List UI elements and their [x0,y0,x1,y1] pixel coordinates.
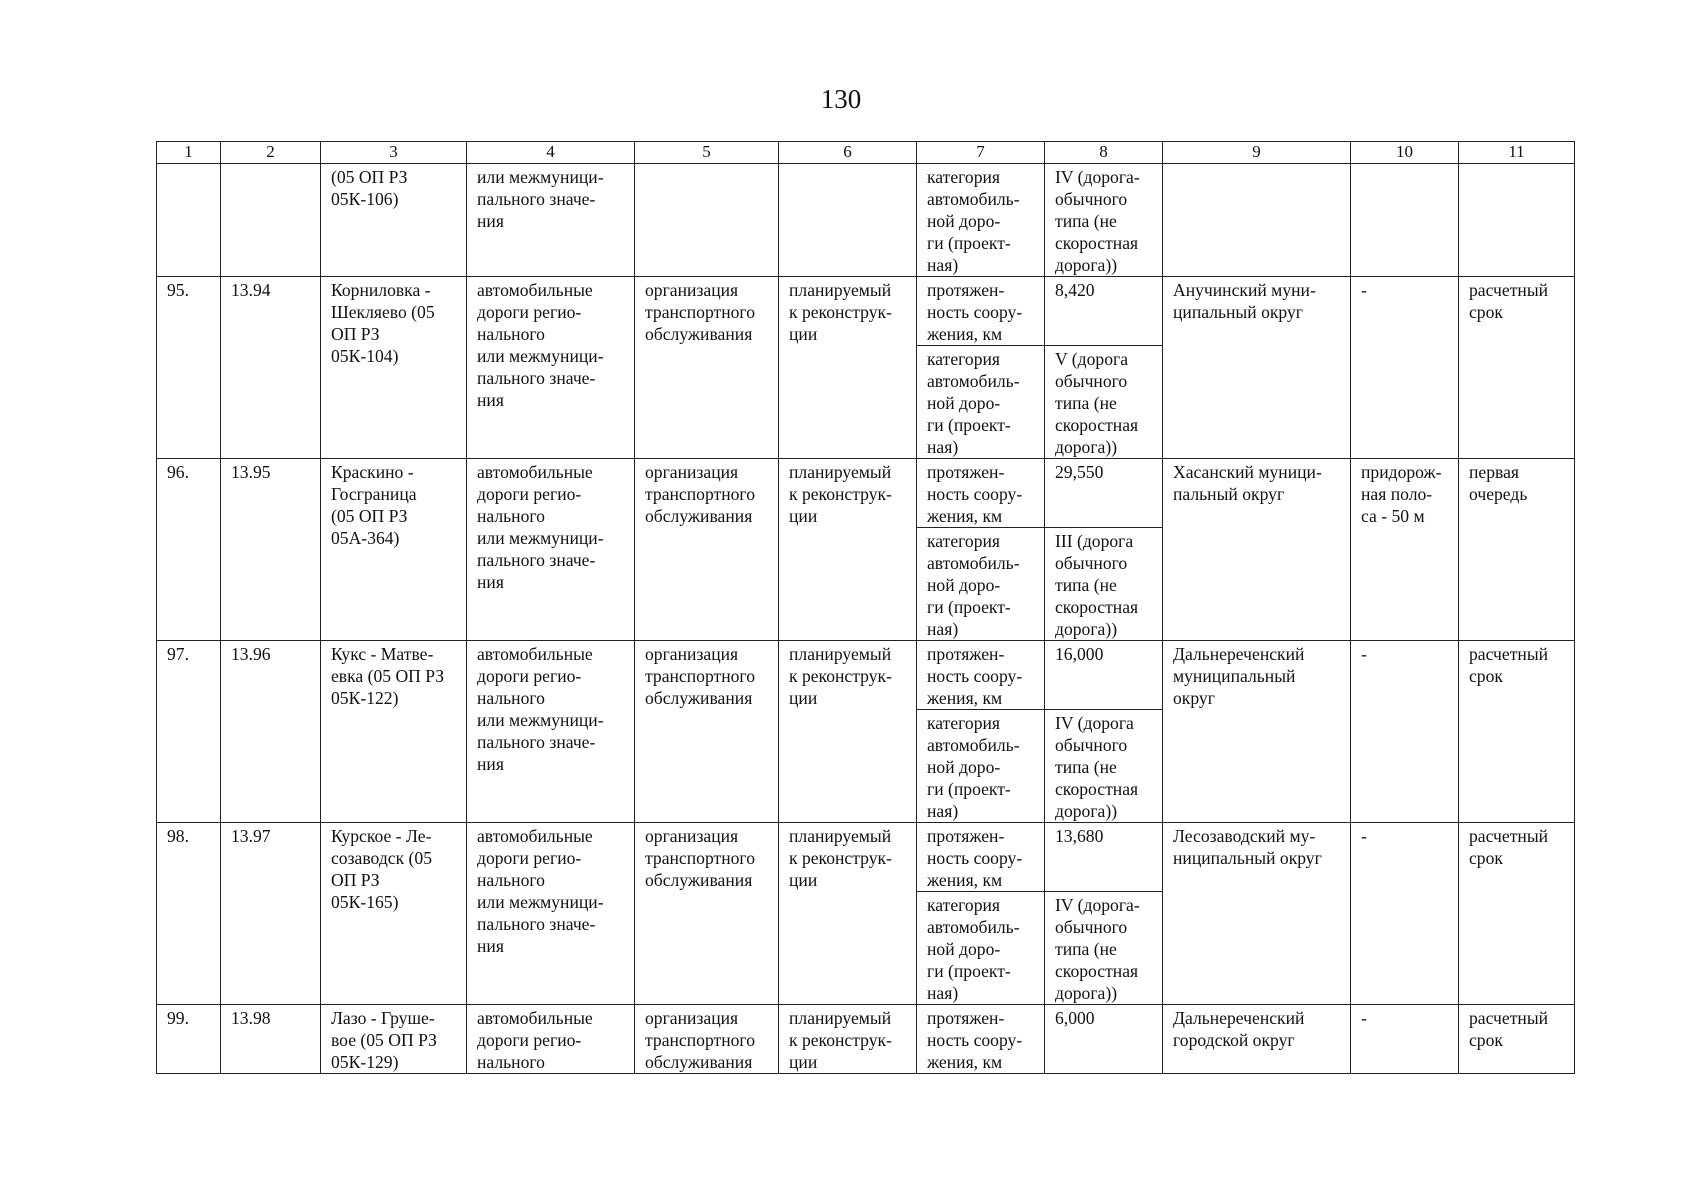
document-table [156,141,1575,1074]
cell-function: организация транспортного обслуживания [635,823,779,1005]
cell-road-purpose: автомобильные дороги регио- нального [467,1005,635,1074]
cell-term: первая очередь [1459,459,1575,641]
cell-zone: - [1351,1005,1459,1074]
header-col-8: 8 [1045,142,1163,164]
header-col-3: 3 [321,142,467,164]
cell-zone: придорож- ная поло- са - 50 м [1351,459,1459,641]
cell-road-purpose: автомобильные дороги регио- нального или межмуници- пального значе- ния [467,459,635,641]
cell-parameter: категория автомобиль- ной доро- ги (проект- ная) [917,892,1045,1005]
table-row [157,641,1575,710]
cell-term: расчетный срок [1459,277,1575,459]
cell-status: планируемый к реконструк- ции [779,1005,917,1074]
cell-term [1459,164,1575,277]
cell-parameter: категория автомобиль- ной доро- ги (проект- ная) [917,164,1045,277]
header-col-1: 1 [157,142,221,164]
cell-parameter-value: 6,000 [1045,1005,1163,1074]
cell-road-name: Кукс - Матве- евка (05 ОП РЗ 05К-122) [321,641,467,823]
cell-location: Лесозаводский му- ниципальный округ [1163,823,1351,1005]
cell-road-name: Корниловка - Шекляево (05 ОП РЗ 05К-104) [321,277,467,459]
cell-road-purpose: автомобильные дороги регио- нального или межмуници- пального значе- ния [467,641,635,823]
header-col-5: 5 [635,142,779,164]
cell-location: Анучинский муни- ципальный округ [1163,277,1351,459]
cell-parameter: протяжен- ность соору- жения, км [917,277,1045,346]
header-col-2: 2 [221,142,321,164]
cell-number: 96. [157,459,221,641]
cell-road-purpose: автомобильные дороги регио- нального или межмуници- пального значе- ния [467,823,635,1005]
cell-term: расчетный срок [1459,1005,1575,1074]
cell-zone [1351,164,1459,277]
cell-code: 13.94 [221,277,321,459]
cell-code: 13.96 [221,641,321,823]
cell-parameter-value: 8,420 [1045,277,1163,346]
table-row [157,823,1575,892]
cell-location: Дальнереченский городской округ [1163,1005,1351,1074]
cell-parameter-value: 29,550 [1045,459,1163,528]
cell-col5 [635,164,779,277]
cell-function: организация транспортного обслуживания [635,277,779,459]
cell-code [221,164,321,277]
cell-function: организация транспортного обслуживания [635,1005,779,1074]
cell-zone: - [1351,641,1459,823]
table-row [157,1005,1575,1074]
cell-parameter: протяжен- ность соору- жения, км [917,459,1045,528]
cell-parameter: категория автомобиль- ной доро- ги (проект- ная) [917,710,1045,823]
cell-parameter: протяжен- ность соору- жения, км [917,1005,1045,1074]
cell-road-name: (05 ОП РЗ 05К-106) [321,164,467,277]
cell-zone: - [1351,277,1459,459]
header-col-7: 7 [917,142,1045,164]
cell-parameter-value: 13,680 [1045,823,1163,892]
cell-location: Дальнереченский муниципальный округ [1163,641,1351,823]
cell-parameter: протяжен- ность соору- жения, км [917,823,1045,892]
cell-code: 13.98 [221,1005,321,1074]
cell-col6 [779,164,917,277]
cell-number: 95. [157,277,221,459]
cell-status: планируемый к реконструк- ции [779,459,917,641]
cell-number: 97. [157,641,221,823]
cell-code: 13.95 [221,459,321,641]
cell-function: организация транспортного обслуживания [635,459,779,641]
cell-road-name: Лазо - Груше- вое (05 ОП РЗ 05К-129) [321,1005,467,1074]
cell-parameter-value: V (дорога обычного типа (не скоростная дорога)) [1045,346,1163,459]
table-row [157,459,1575,528]
cell-road-name: Курское - Ле- созаводск (05 ОП РЗ 05К-165) [321,823,467,1005]
cell-parameter-value: IV (дорога- обычного типа (не скоростная дорога)) [1045,892,1163,1005]
cell-parameter-value: 16,000 [1045,641,1163,710]
header-col-10: 10 [1351,142,1459,164]
cell-code: 13.97 [221,823,321,1005]
cell-status: планируемый к реконструк- ции [779,641,917,823]
cell-zone: - [1351,823,1459,1005]
continuation-row [157,164,1575,277]
table-header-row [157,142,1575,164]
cell-road-name: Краскино - Госграница (05 ОП РЗ 05А-364) [321,459,467,641]
cell-function: организация транспортного обслуживания [635,641,779,823]
table-row [157,277,1575,346]
header-col-11: 11 [1459,142,1575,164]
cell-status: планируемый к реконструк- ции [779,277,917,459]
cell-status: планируемый к реконструк- ции [779,823,917,1005]
cell-road-purpose: автомобильные дороги регио- нального или межмуници- пального значе- ния [467,277,635,459]
cell-number: 99. [157,1005,221,1074]
cell-parameter: категория автомобиль- ной доро- ги (проект- ная) [917,528,1045,641]
page-number: 130 [820,84,862,114]
cell-term: расчетный срок [1459,823,1575,1005]
cell-parameter: протяжен- ность соору- жения, км [917,641,1045,710]
cell-parameter-value: III (дорога обычного типа (не скоростная дорога)) [1045,528,1163,641]
cell-parameter-value: IV (дорога обычного типа (не скоростная дорога)) [1045,710,1163,823]
cell-number [157,164,221,277]
cell-parameter-value: IV (дорога- обычного типа (не скоростная дорога)) [1045,164,1163,277]
cell-location [1163,164,1351,277]
header-col-9: 9 [1163,142,1351,164]
header-col-4: 4 [467,142,635,164]
cell-term: расчетный срок [1459,641,1575,823]
cell-road-purpose: или межмуници- пального значе- ния [467,164,635,277]
cell-location: Хасанский муници- пальный округ [1163,459,1351,641]
header-col-6: 6 [779,142,917,164]
cell-parameter: категория автомобиль- ной доро- ги (проект- ная) [917,346,1045,459]
cell-number: 98. [157,823,221,1005]
